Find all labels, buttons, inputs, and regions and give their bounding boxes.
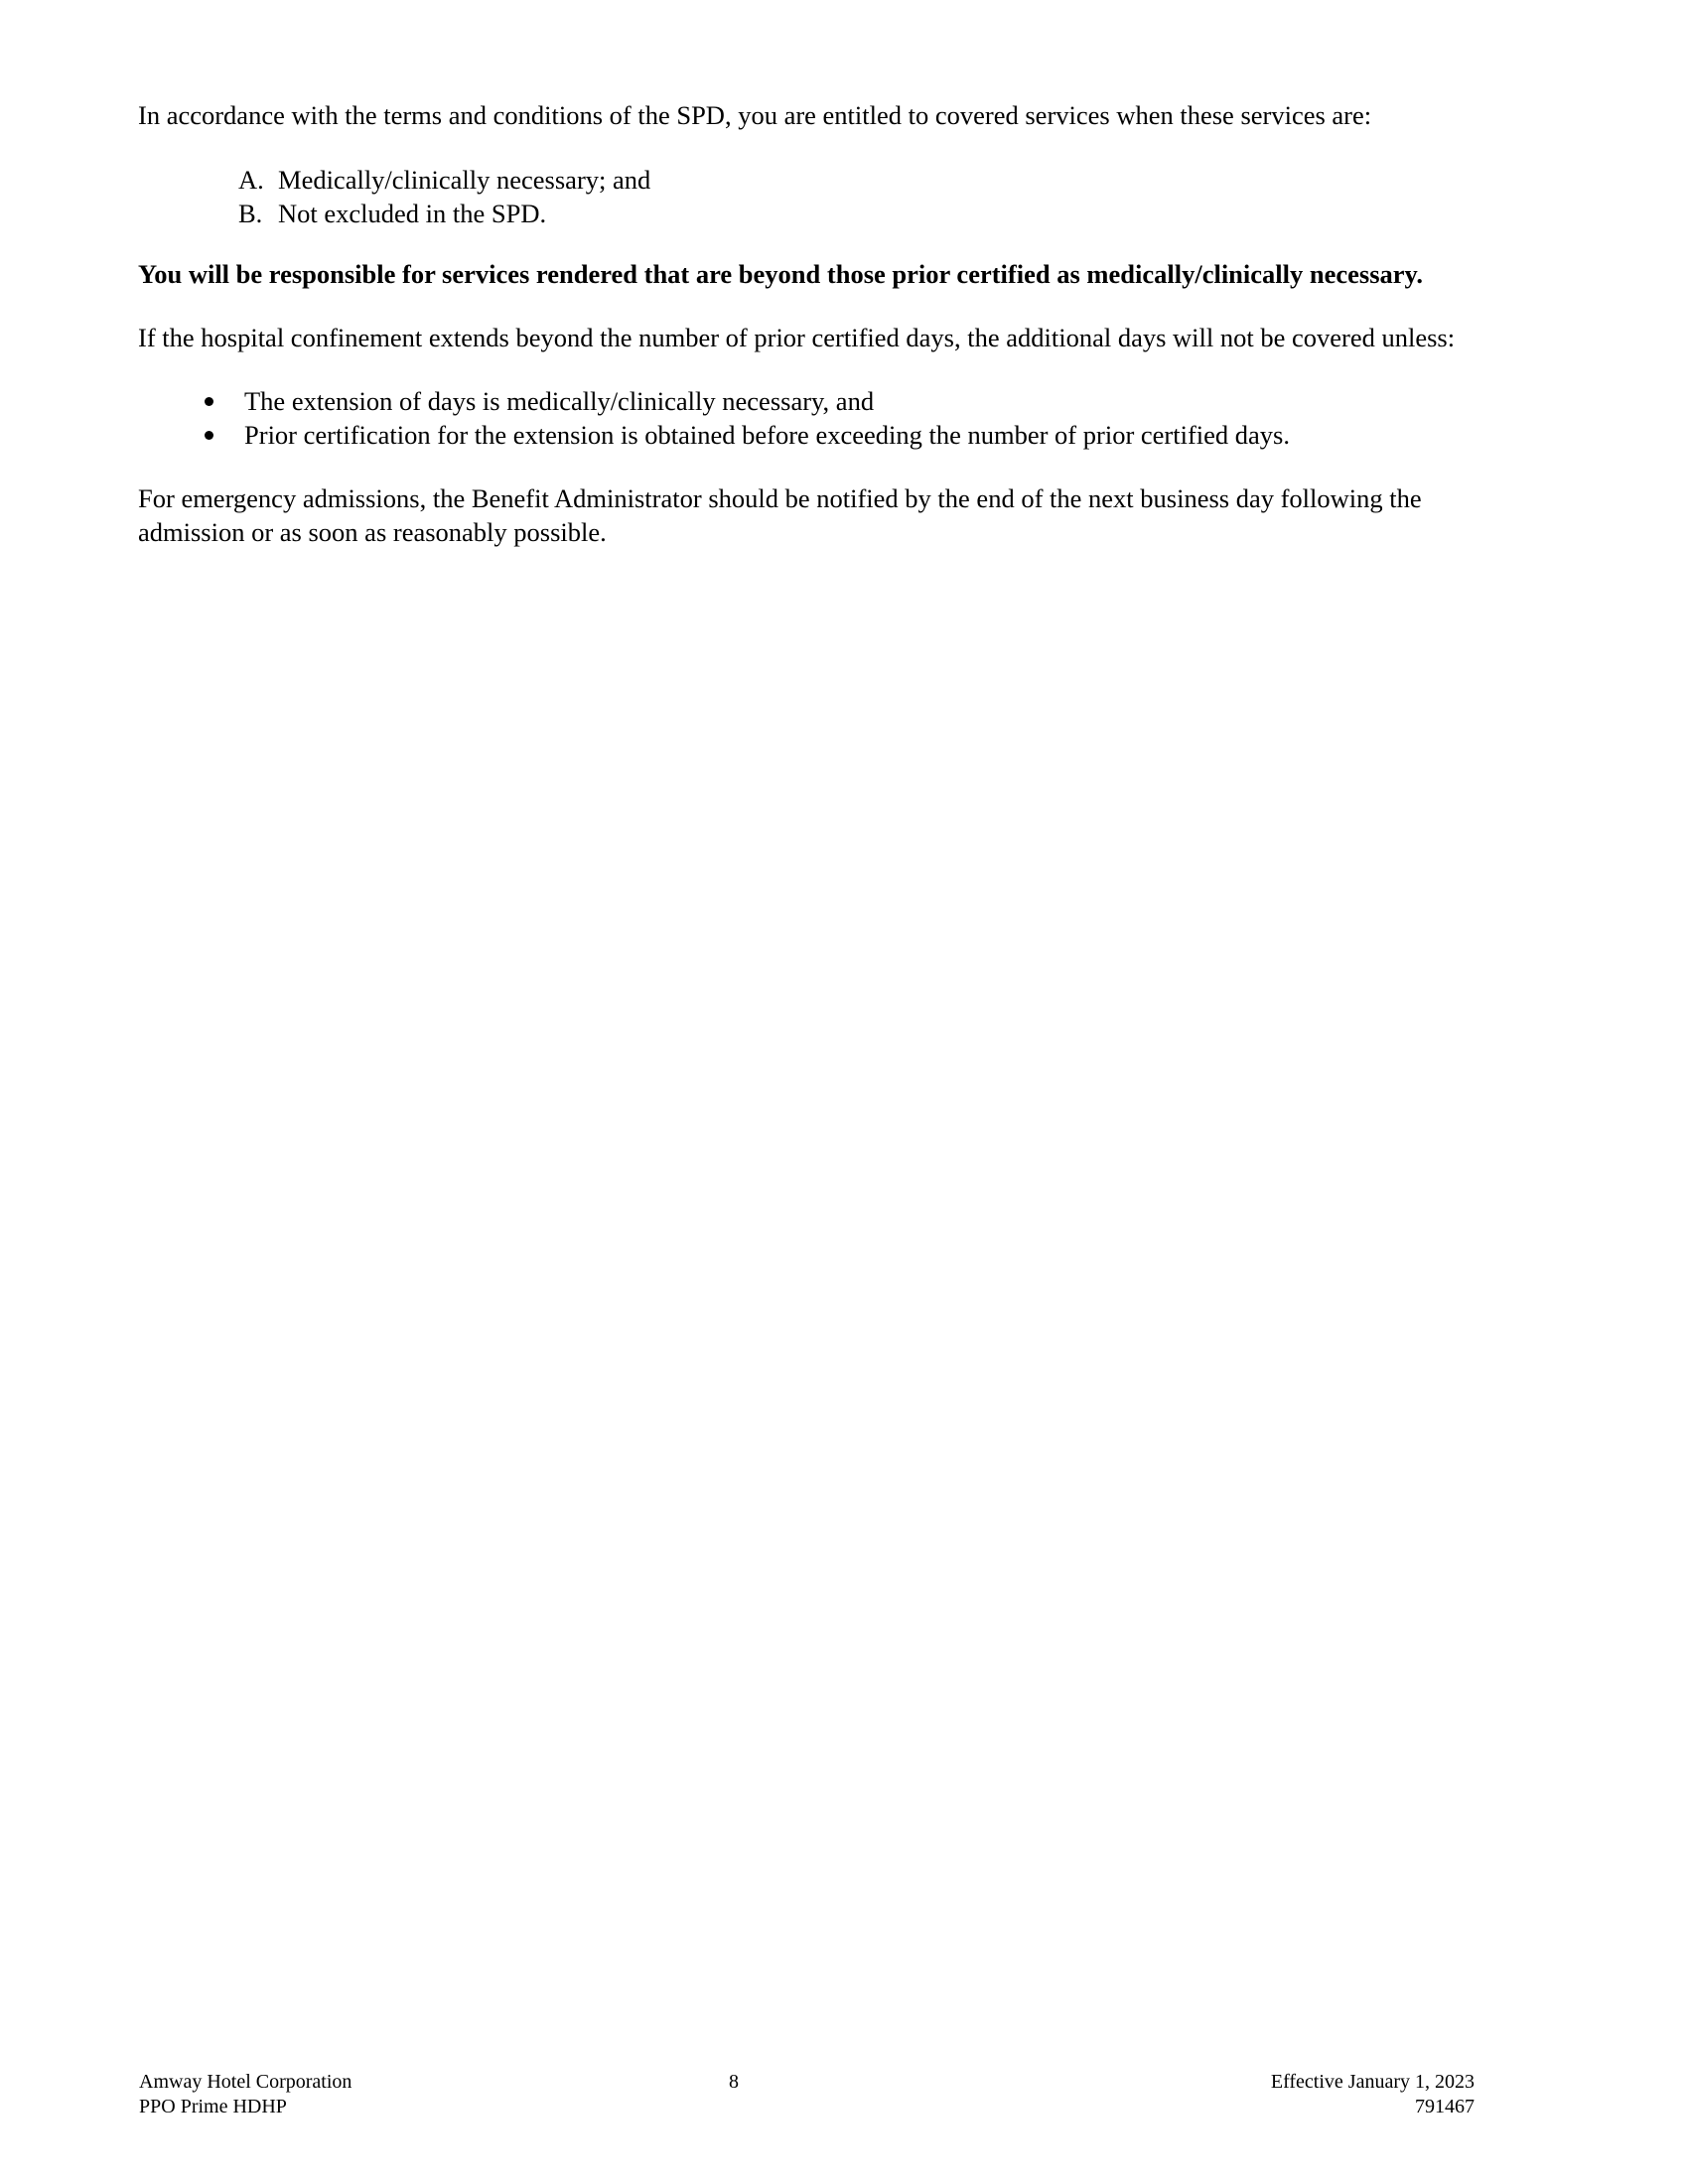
responsibility-notice: You will be responsible for services rendered that are beyond those prior certified as medically/clinically necessary.	[138, 259, 1423, 289]
emergency-paragraph-line: For emergency admissions, the Benefit Administrator should be notified by the end of the next business day following the	[138, 483, 1422, 513]
footer-doc-number: 791467	[1415, 2096, 1475, 2117]
list-marker: A.	[238, 165, 264, 195]
list-item-text: Medically/clinically necessary; and	[278, 165, 651, 195]
footer-company: Amway Hotel Corporation	[139, 2071, 352, 2093]
intro-paragraph: In accordance with the terms and conditions of the SPD, you are entitled to covered services when these services are:	[138, 100, 1372, 130]
list-item	[205, 384, 1290, 418]
bullet-icon	[205, 384, 244, 418]
footer-right	[1152, 2070, 1475, 2119]
list-item-text: The extension of days is medically/clinically necessary, and	[244, 386, 875, 416]
lettered-list	[238, 163, 650, 230]
footer-page-number: 8	[729, 2071, 739, 2093]
list-marker: B.	[238, 199, 263, 228]
list-item-text: Prior certification for the extension is obtained before exceeding the number of prior certified days.	[244, 420, 1290, 450]
list-item	[238, 197, 650, 230]
bullet-icon	[205, 418, 244, 452]
list-item-text: Not excluded in the SPD.	[278, 199, 547, 228]
emergency-paragraph-line: admission or as soon as reasonably possible.	[138, 517, 607, 547]
bullet-list	[205, 384, 1290, 452]
footer-left	[139, 2070, 352, 2119]
footer-effective-date: Effective January 1, 2023	[1270, 2071, 1475, 2093]
footer-plan: PPO Prime HDHP	[139, 2096, 287, 2117]
list-item	[238, 163, 650, 197]
extension-intro-paragraph: If the hospital confinement extends beyond the number of prior certified days, the additional days will not be covered unless:	[138, 323, 1456, 352]
list-item	[205, 418, 1290, 452]
emergency-paragraph	[138, 481, 1551, 549]
